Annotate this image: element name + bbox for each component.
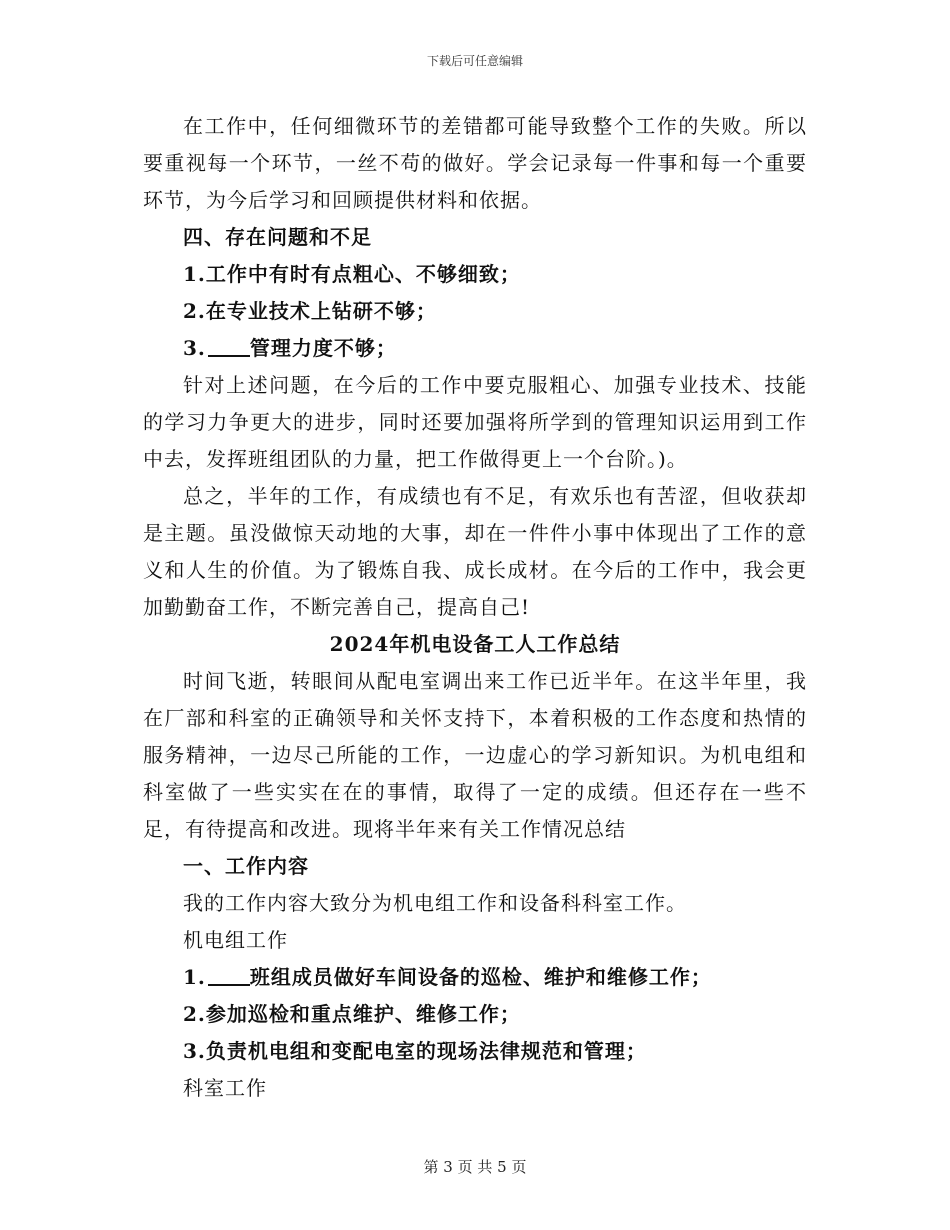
problem-item-1: 1.工作中有时有点粗心、不够细致； [183, 262, 521, 286]
problem-item-3-text: 管理力度不够； [249, 336, 397, 360]
page-header: 下载后可任意编辑 [426, 54, 523, 68]
work-item-1-text: 班组成员做好车间设备的巡检、维护和维修工作； [249, 965, 712, 989]
subheading-electromechanical-group: 机电组工作 [183, 928, 288, 952]
fill-in-blank [208, 335, 250, 357]
page-footer: 第 3 页 共 5 页 [423, 1158, 527, 1176]
problem-item-2: 2.在专业技术上钻研不够； [183, 299, 437, 323]
subheading-office-work: 科室工作 [183, 1076, 267, 1100]
work-item-3: 3.负责机电组和变配电室的现场法律规范和管理； [183, 1039, 647, 1063]
work-item-1-number: 1. [183, 965, 206, 989]
document-body [143, 108, 807, 1107]
problem-item-3-number: 3. [183, 336, 206, 360]
section-heading-problems: 四、存在问题和不足 [183, 225, 372, 249]
paragraph-improvement-plan: 针对上述问题，在今后的工作中要克服粗心、加强专业技术、技能的学习力争更大的进步，同时还要加强将所学到的管理知识运用到工作中去，发挥班组团队的力量，把工作做得更上一个台阶。)。 [143, 373, 807, 471]
work-item-1 [143, 959, 807, 996]
problem-item-3 [143, 330, 807, 367]
paragraph-work-scope: 我的工作内容大致分为机电组工作和设备科科室工作。 [183, 891, 687, 915]
section-heading-work-content: 一、工作内容 [183, 854, 309, 878]
paragraph-conclusion: 总之，半年的工作，有成绩也有不足，有欢乐也有苦涩，但收获却是主题。虽没做惊天动地的大事，却在一件件小事中体现出了工作的意义和人生的价值。为了锻炼自我、成长成材。在今后的工作中，我会更加勤勤奋工作，不断完善自己，提高自己! [143, 484, 807, 619]
paragraph-introduction: 时间飞逝，转眼间从配电室调出来工作已近半年。在这半年里，我在厂部和科室的正确领导和关怀支持下，本着积极的工作态度和热情的服务精神，一边尽己所能的工作，一边虚心的学习新知识。为机电组和科室做了一些实实在在的事情，取得了一定的成绩。但还存在一些不足，有待提高和改进。现将半年来有关工作情况总结 [143, 669, 807, 841]
work-item-2: 2.参加巡检和重点维护、维修工作； [183, 1002, 521, 1026]
paragraph-attention-to-detail: 在工作中，任何细微环节的差错都可能导致整个工作的失败。所以要重视每一个环节，一丝不苟的做好。学会记录每一件事和每一个重要环节，为今后学习和回顾提供材料和依据。 [143, 114, 807, 212]
document-title: 2024年机电设备工人工作总结 [329, 632, 621, 656]
fill-in-blank [208, 964, 250, 986]
